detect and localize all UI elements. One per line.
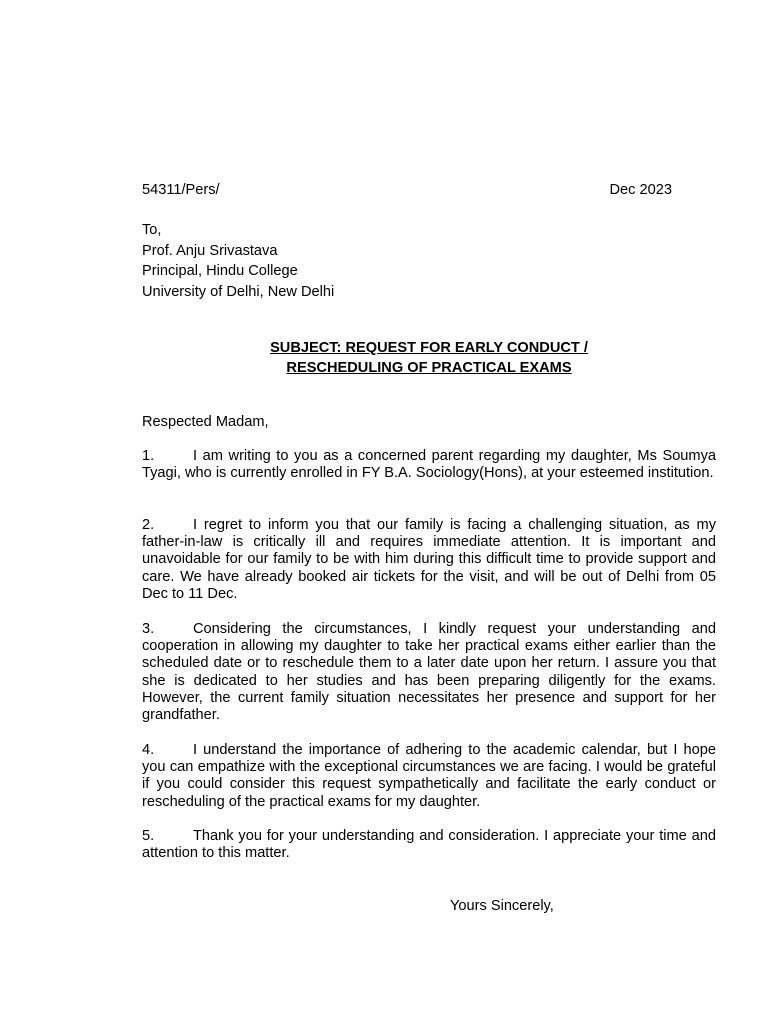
subject-line-1: SUBJECT: REQUEST FOR EARLY CONDUCT / <box>270 340 588 356</box>
recipient-designation: Principal, Hindu College <box>142 263 298 279</box>
paragraph-3 <box>142 621 716 724</box>
recipient-name: Prof. Anju Srivastava <box>142 242 278 259</box>
paragraph-number: 2. <box>142 517 155 533</box>
paragraph-2 <box>142 517 716 603</box>
recipient-address <box>142 220 334 302</box>
paragraph-number: 4. <box>142 742 155 758</box>
subject-heading <box>142 339 716 378</box>
paragraph-number: 1. <box>142 448 155 464</box>
paragraph-text: Thank you for your understanding and consideration. I appreciate your time and attention to this matter. <box>142 828 716 862</box>
paragraph-number: 5. <box>142 828 155 844</box>
paragraph-text: Considering the circumstances, I kindly request your understanding and cooperation in allowing my daughter to take her practical exams either earlier than the scheduled date or to reschedule them to a later date upon her return. I assure you that she is dedicated to her studies and has been preparing diligently for the exams. However, the current family situation necessitates her presence and support for her grandfather. <box>142 621 716 724</box>
reference-line <box>142 181 672 199</box>
paragraph-5 <box>142 828 716 862</box>
paragraph-text: I regret to inform you that our family is facing a challenging situation, as my father-in-law is critically ill and requires immediate attention. It is important and unavoidable for our family to be with him during this difficult time to provide support and care. We have already booked air tickets for the visit, and will be out of Delhi from 05 Dec to 11 Dec. <box>142 517 716 602</box>
paragraph-number: 3. <box>142 621 155 637</box>
reference-number: 54311/Pers/ <box>142 182 220 198</box>
recipient-institution: University of Delhi, New Delhi <box>142 283 335 300</box>
paragraph-1 <box>142 448 716 482</box>
paragraph-text: I understand the importance of adhering to the academic calendar, but I hope you can empathize with the exceptional circumstances we are facing. I would be grateful if you could consider this request sympathetically and facilitate the early conduct or rescheduling of the practical exams for my daughter. <box>142 742 716 810</box>
paragraph-text: I am writing to you as a concerned parent regarding my daughter, Ms Soumya Tyagi, who is currently enrolled in FY B.A. Sociology(Hons), at your esteemed institution. <box>142 448 716 482</box>
paragraph-4 <box>142 742 716 811</box>
subject-line-2: RESCHEDULING OF PRACTICAL EXAMS <box>286 359 572 376</box>
closing: Yours Sincerely, <box>450 898 554 914</box>
letter-date: Dec 2023 <box>609 182 672 198</box>
salutation: Respected Madam, <box>142 414 269 430</box>
address-to: To, <box>142 222 162 238</box>
